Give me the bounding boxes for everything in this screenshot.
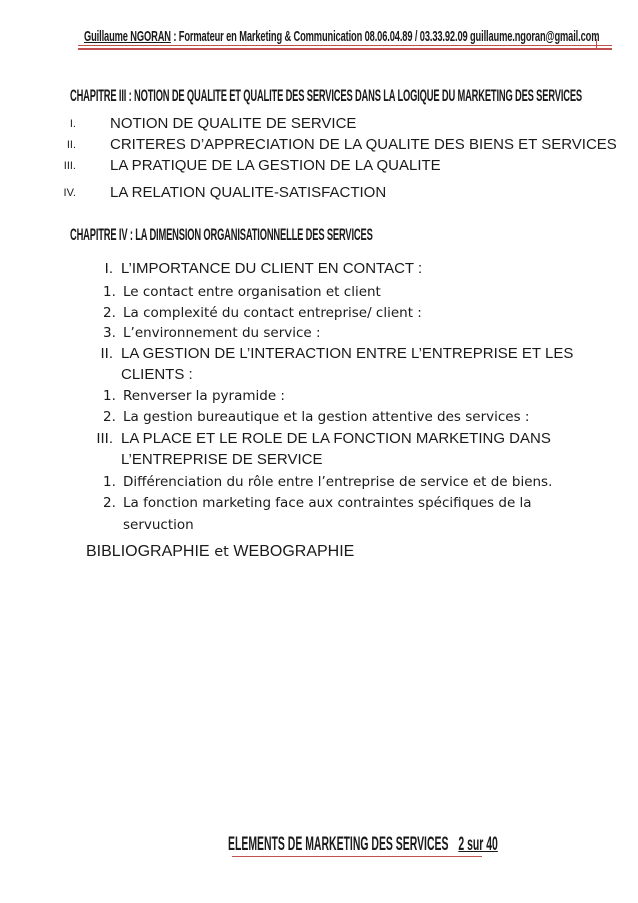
- ch4-section-2-line-1: LA GESTION DE L’INTERACTION ENTRE L’ENTREPRISE ET LES: [121, 345, 574, 362]
- ch4-section-2-cont: [121, 366, 193, 383]
- ch3-item-4-num: IV.: [63, 187, 76, 199]
- ch4-section-3-line-2: L’ENTREPRISE DE SERVICE: [121, 451, 323, 468]
- ch3-item-3-text: LA PRATIQUE DE LA GESTION DE LA QUALITE: [110, 157, 441, 174]
- list-text: Différenciation du rôle entre l’entreprise de service et de biens.: [123, 474, 553, 490]
- ch4-section-3-line-1: LA PLACE ET LE ROLE DE LA FONCTION MARKETING DANS: [121, 430, 551, 447]
- biblio-part-2: et: [209, 544, 234, 560]
- list-text: Le contact entre organisation et client: [123, 284, 381, 300]
- page-footer: [228, 834, 498, 856]
- ch4-section-2-num: II.: [100, 345, 113, 362]
- ch3-item-1-text: NOTION DE QUALITE DE SERVICE: [110, 115, 357, 132]
- list-num: 2.: [103, 495, 116, 511]
- ch4-section-3-cont: [121, 451, 322, 468]
- list-text: La gestion bureautique et la gestion attentive des services :: [123, 409, 530, 425]
- list-text: L’environnement du service :: [123, 325, 321, 341]
- ch3-item-2-text: CRITERES D’APPRECIATION DE LA QUALITE DES BIENS ET SERVICES: [110, 136, 617, 153]
- page-number: 2 sur 40: [458, 834, 498, 855]
- author-name: Guillaume NGORAN: [84, 28, 171, 45]
- footer-title: ELEMENTS DE MARKETING DES SERVICES: [228, 834, 449, 855]
- ch4-section-1: [104, 260, 423, 277]
- ch4-section-2: [100, 345, 574, 362]
- biblio-part-3: WEBOGRAPHIE: [233, 543, 355, 560]
- ch4-section-1-text: L’IMPORTANCE DU CLIENT EN CONTACT :: [121, 260, 423, 277]
- ch4-section-3: [96, 430, 551, 447]
- list-num: 2.: [103, 409, 116, 425]
- page-header: [84, 28, 599, 45]
- chapter-3-title: CHAPITRE III : NOTION DE QUALITE ET QUALITE DES SERVICES DANS LA LOGIQUE DU MARKETING DES SERVICES: [70, 86, 582, 105]
- ch4-s3-item-2-cont: servuction: [123, 517, 194, 533]
- ch4-section-3-num: III.: [96, 430, 113, 447]
- ch3-item-3-num: III.: [63, 160, 76, 172]
- header-rule-thick: [78, 48, 612, 50]
- ch3-item-1-num: I.: [69, 118, 76, 130]
- list-num: 3.: [103, 325, 116, 341]
- header-rule-thin: [78, 45, 612, 46]
- list-text: Renverser la pyramide :: [123, 388, 285, 404]
- list-text: La fonction marketing face aux contraintes spécifiques de la: [123, 495, 532, 511]
- list-num: 1.: [103, 474, 116, 490]
- chapter-4-title: CHAPITRE IV : LA DIMENSION ORGANISATIONNELLE DES SERVICES: [70, 225, 373, 244]
- bibliography-heading: [86, 543, 354, 561]
- ch4-section-1-num: I.: [104, 260, 113, 277]
- author-contact: : Formateur en Marketing & Communication 08.06.04.89 / 03.33.92.09 guillaume.ngoran@gmail.com: [170, 28, 600, 45]
- list-num: 2.: [103, 305, 116, 321]
- header-rule-corner: [596, 39, 615, 49]
- biblio-part-1: BIBLIOGRAPHIE: [86, 543, 210, 560]
- list-num: 1.: [103, 284, 116, 300]
- list-text: La complexité du contact entreprise/ client :: [123, 305, 422, 321]
- footer-rule: [232, 856, 482, 857]
- ch3-item-2-num: II.: [66, 139, 76, 151]
- list-num: 1.: [103, 388, 116, 404]
- ch4-section-2-line-2: CLIENTS :: [121, 366, 193, 383]
- ch3-item-4-text: LA RELATION QUALITE-SATISFACTION: [110, 184, 387, 201]
